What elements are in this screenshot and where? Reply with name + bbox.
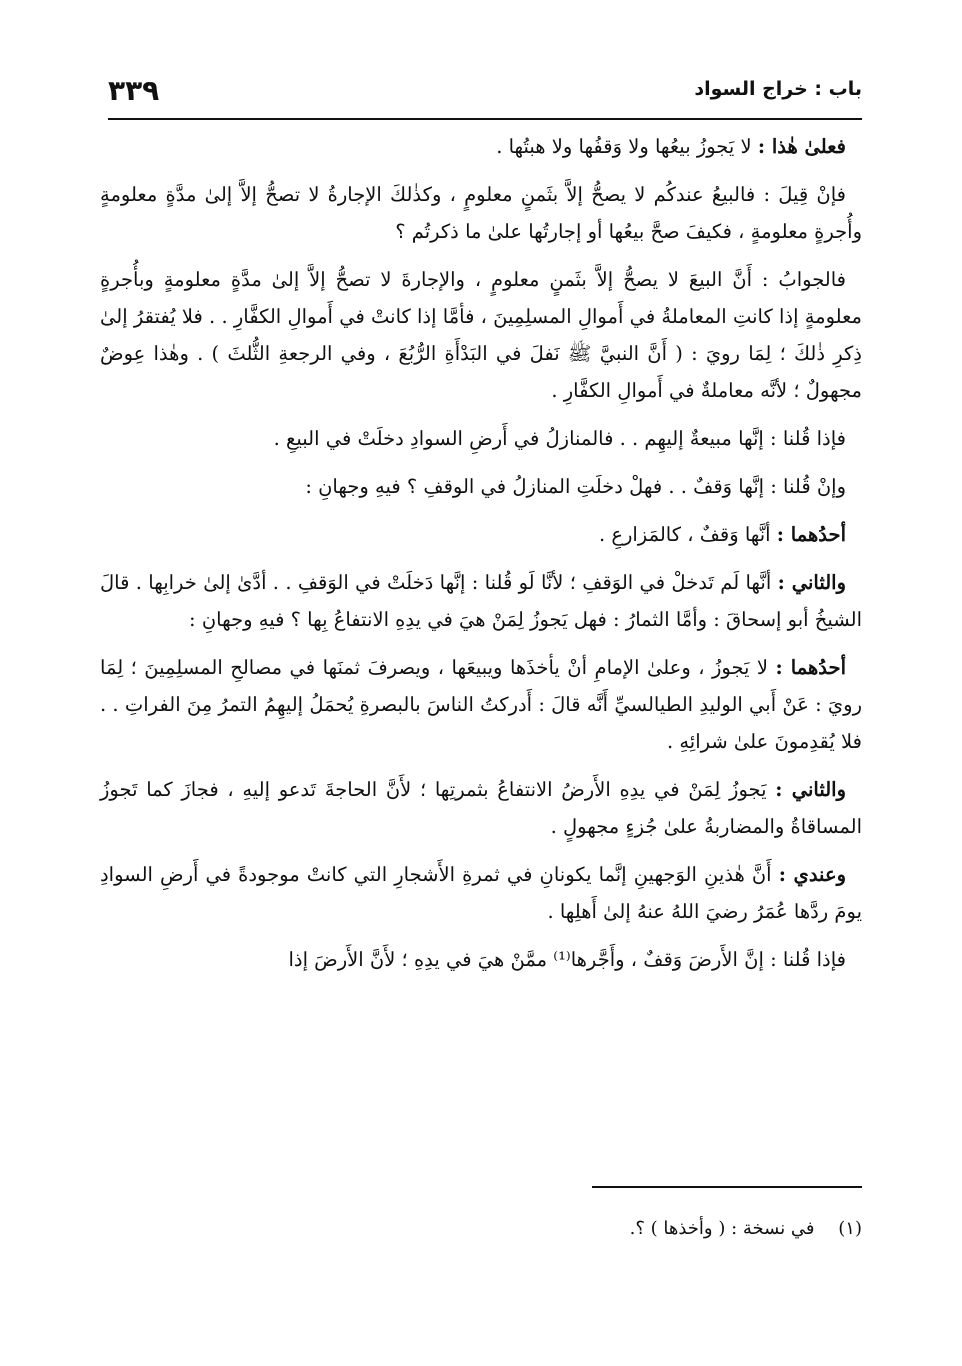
- paragraph-text: وإنْ قُلنا : إنَّها وَقفٌ . . فهلْ دخلَتِ المنازلُ في الوقفِ ؟ فيهِ وجهانِ :: [305, 475, 846, 498]
- paragraph-text: يَجوزُ لِمَنْ في يدِهِ الأَرضُ الانتفاعُ بثمرتِها ؛ لأَنَّ الحاجةَ تَدعو إليهِ ، فجازَ كما تَجوزُ المساقاةُ والمضاربةُ علىٰ جُزءٍ مجهولٍ .: [100, 778, 862, 838]
- paragraph-text: فإذا قُلنا : إنَّ الأَرضَ وَقفٌ ، وأَجَّرها⁽¹⁾ ممَّنْ هيَ في يدِهِ ؛ لأَنَّ الأَرضَ إذا: [288, 948, 846, 971]
- paragraph: [100, 649, 862, 760]
- paragraph: [100, 941, 862, 978]
- paragraph: [100, 176, 862, 250]
- paragraph-lead: والثاني :: [775, 778, 846, 801]
- paragraph-text: أنَّها وَقفٌ ، كالمَزارعِ .: [598, 523, 777, 546]
- paragraph: [100, 420, 862, 457]
- paragraph-lead: فعلىٰ هٰذا :: [757, 135, 846, 158]
- paragraph: [100, 468, 862, 505]
- paragraph-text: أنَّها لَم تَدخلْ في الوَقفِ ؛ لأنَّا لَو قُلنا : إنَّها دَخلَتْ في الوَقفِ . . أدَّىٰ إلىٰ خرابِها . قالَ الشيخُ أبو إسحاقَ : وأمَّا الثمارُ : فهل يَجوزُ لِمَنْ هيَ في يدِهِ الانتفاعُ بِها ؟ فيهِ وجهانِ :: [100, 571, 862, 631]
- footnote-number: (١): [838, 1218, 862, 1239]
- paragraph-text: فالجوابُ : أَنَّ البيعَ لا يصحُّ إلاَّ بثَمنٍ معلومٍ ، والإجارةَ لا تصحُّ إلاَّ إلىٰ مدَّةٍ معلومةٍ وبأُجرةٍ معلومةٍ إذا كانتِ المعاملةُ في أَموالِ المسلِمِينَ ، فأمَّا إذا كانتْ في أَموالِ الكفَّارِ . . فلا يُفتقرُ إلىٰ ذِكرِ ذٰلكَ ؛ لِمَا رويَ : ( أَنَّ النبيَّ ﷺ نَفلَ في البَدْأَةِ الرُّبُعَ ، وفي الرجعةِ الثُّلثَ ) . وهٰذا عِوضٌ مجهولٌ ؛ لأنَّه معاملةٌ في أَموالِ الكفَّارِ .: [100, 268, 862, 402]
- body-text: [100, 128, 862, 989]
- paragraph-lead: والثاني :: [777, 571, 846, 594]
- paragraph: [100, 771, 862, 845]
- header-divider: [108, 118, 862, 120]
- paragraph-text: فإذا قُلنا : إنَّها مبيعةٌ إليهِم . . فالمنازلُ في أَرضِ السوادِ دخلَتْ في البيعِ .: [273, 427, 846, 450]
- footnote-divider: [592, 1186, 862, 1188]
- paragraph: [100, 564, 862, 638]
- paragraph: [100, 856, 862, 930]
- page-number: ٣٣٩: [108, 74, 160, 107]
- footnote: [630, 1218, 862, 1239]
- running-title: باب : خراج السواد: [694, 78, 862, 100]
- paragraph: [100, 128, 862, 165]
- footnote-text: في نسخة : ( وأخذها ) ؟.: [629, 1218, 815, 1239]
- paragraph-lead: وعندي :: [778, 863, 846, 886]
- paragraph-lead: أحدُهما :: [776, 523, 846, 546]
- paragraph-text: لا يَجوزُ ، وعلىٰ الإمامِ أنْ يأخذَها ويبيعَها ، ويصرفَ ثمنَها في مصالحِ المسلِمِينَ ؛ لِمَا رويَ : عَنْ أَبي الوليدِ الطيالسيِّ أَنَّه قالَ : أَدركتُ الناسَ بالبصرةِ يُحمَلُ إليهِمُ التمرُ مِنَ الفراتِ . . فلا يُقدِمونَ علىٰ شرائِهِ .: [100, 656, 862, 753]
- page-header: [108, 74, 862, 118]
- paragraph-text: أَنَّ هٰذينِ الوَجهينِ إنَّما يكونانِ في ثمرةِ الأَشجارِ التي كانتْ موجودةً في أَرضِ السوادِ يومَ ردَّها عُمَرُ رضيَ اللهُ عنهُ إلىٰ أَهلِها .: [100, 863, 862, 923]
- paragraph: [100, 516, 862, 553]
- paragraph-text: فإنْ قِيلَ : فالبيعُ عندكُم لا يصحُّ إلاَّ بثَمنٍ معلومٍ ، وكذٰلكَ الإجارةُ لا تصحُّ إلاَّ إلىٰ مدَّةٍ معلومةٍ وأُجرةٍ معلومةٍ ، فكيفَ صحَّ بيعُها أو إجارتُها علىٰ ما ذكرتُم ؟: [100, 183, 862, 243]
- paragraph-lead: أحدُهما :: [775, 656, 846, 679]
- paragraph-text: لا يَجوزُ بيعُها ولا وَقفُها ولا هبتُها .: [496, 135, 758, 158]
- paragraph: [100, 261, 862, 409]
